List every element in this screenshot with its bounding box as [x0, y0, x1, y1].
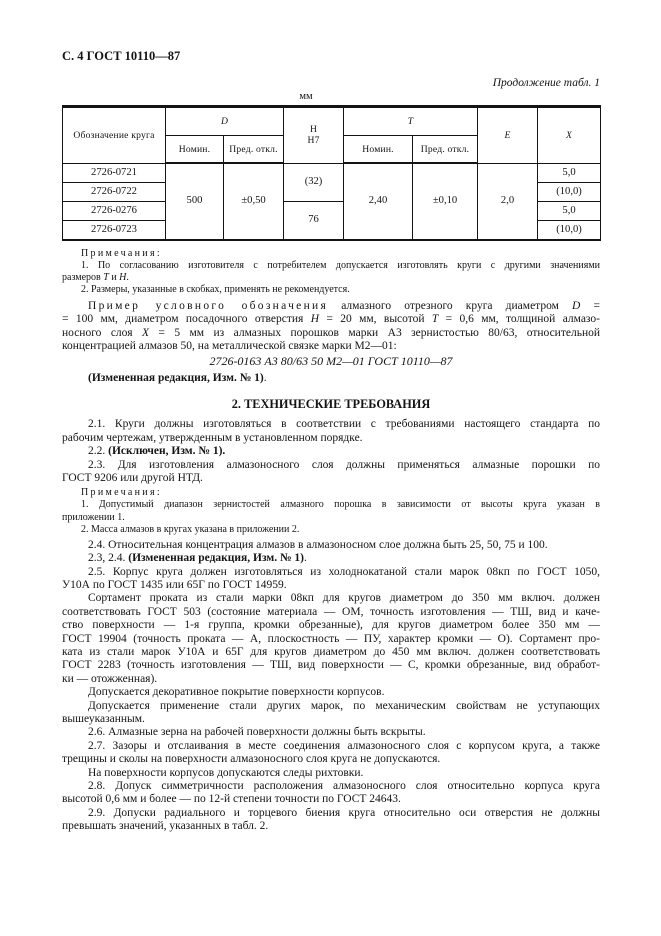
- cell-x: (10,0): [538, 182, 601, 201]
- cell-designation: 2726-0721: [63, 163, 166, 182]
- designation-example-paragraph: [62, 300, 600, 354]
- cell-designation: 2726-0722: [63, 182, 166, 201]
- paragraph-line: ката из стали марок У10А и 65Г для кругов диаметром до 450 мм включ. должен соответствовать: [62, 645, 600, 658]
- cell-x: 5,0: [538, 201, 601, 220]
- col-subheader-d-deviation: Пред. откл.: [224, 136, 284, 164]
- cell-h-top: (32): [284, 163, 344, 201]
- col-subheader-t-deviation: Пред. откл.: [413, 136, 478, 164]
- paragraph-line: рабочим чертежам, утвержденным в установленном порядке.: [62, 431, 363, 444]
- notes-title: Примечания:: [81, 487, 160, 499]
- cell-designation: 2726-0723: [63, 220, 166, 240]
- col-header-designation: Обозначение круга: [63, 107, 166, 164]
- note-line: 1. Допустимый диапазон зернистостей алмазного порошка в зависимости от высоты круга указан в: [81, 499, 600, 511]
- paragraph-line: ГОСТ 19904 (точность проката — А, плоскостность — ПУ, характер кромки — О). Сортамент про-: [62, 632, 600, 645]
- col-header-x: Х: [538, 107, 601, 164]
- paragraph-line: Пример условного обозначения алмазного отрезного круга диаметром D =: [88, 299, 600, 312]
- note-line: размеров Т и Н.: [62, 271, 129, 283]
- note-line: 1. По согласованию изготовителя с потребителем допускается изготовлять круги с другими значениями: [81, 259, 600, 271]
- cell-t-nominal: 2,40: [344, 163, 413, 240]
- cell-designation: 2726-0276: [63, 201, 166, 220]
- col-subheader-d-nominal: Номин.: [166, 136, 224, 164]
- clause-2-7: [62, 740, 600, 767]
- paragraph-line: 2.8. Допуск симметричности расположения алмазоносного слоя относительно корпуса круга: [88, 780, 600, 793]
- rolled-stock-paragraph: [62, 592, 600, 686]
- cell-e: 2,0: [478, 163, 538, 240]
- table-header-row-1: [63, 107, 601, 136]
- clause-2-8: [62, 780, 600, 807]
- table-continuation-label: Продолжение табл. 1: [492, 77, 600, 89]
- clause-2-5: [62, 566, 600, 593]
- paragraph-line: носного слоя Х = 5 мм из алмазных порошков марки А3 зернистостью 80/63, относительной: [62, 326, 601, 339]
- note-line: 2. Масса алмазов в кругах указана в приложении 2.: [81, 523, 300, 535]
- table-row: [63, 163, 601, 182]
- col-header-h7-label: Н7: [307, 135, 320, 147]
- units-label: мм: [299, 91, 313, 102]
- paragraph-line: 2.9. Допуски радиального и торцевого биения круга относительно оси отверстия не должны: [88, 806, 600, 819]
- amended-edition-note: (Измененная редакция, Изм. № 1).: [88, 371, 267, 384]
- paragraph-line: Сортамент проката из стали марки 08кп для кругов диаметром до 350 мм включ. должен: [88, 592, 600, 605]
- col-header-d: D: [166, 107, 284, 136]
- paragraph-line: ГОСТ 2283 (точность изготовления — ТШ, вид поверхности — С, кромки обрезанные, вид обработ-: [62, 659, 600, 672]
- section-2-heading: 2. ТЕХНИЧЕСКИЕ ТРЕБОВАНИЯ: [231, 397, 431, 412]
- notes-block-1: [62, 248, 600, 296]
- paragraph-line: 2.3. Для изготовления алмазоносного слоя должны применяться алмазные порошки по: [88, 458, 600, 471]
- col-subheader-t-nominal: Номин.: [344, 136, 413, 164]
- designation-example-formula: 2726-0163 А3 80/63 50 М2—01 ГОСТ 10110—87: [209, 353, 453, 368]
- paragraph-line: соответствовать ГОСТ 503 (состояние материала — ОМ, точность изготовления — ТШ, вид и каче-: [62, 605, 600, 618]
- note-line: приложении 1.: [62, 511, 125, 523]
- col-header-t: Т: [344, 107, 478, 136]
- paragraph-line: 2.5. Корпус круга должен изготовляться из холоднокатаной стали марок 08кп по ГОСТ 1050,: [88, 565, 600, 578]
- clause-2-3-2-4-amended: 2.3, 2.4. (Измененная редакция, Изм. № 1).: [88, 552, 307, 565]
- paragraph-line: превышать значений, указанных в табл. 2.: [62, 820, 269, 833]
- cell-d-deviation: ±0,50: [224, 163, 284, 240]
- paragraph-line: 2.1. Круги должны изготовляться в соответствии с требованиями настоящего стандарта по: [88, 418, 600, 431]
- paragraph-line: концентрацией алмазов 50, на металлической связке марки М2—01:: [62, 340, 397, 353]
- dimensions-table: [62, 105, 601, 241]
- paragraph-line: 2.7. Зазоры и отслаивания в месте соединения алмазоносного слоя с корпусом круга, а также: [88, 739, 600, 752]
- clause-2-2: 2.2. (Исключен, Изм. № 1).: [88, 445, 226, 458]
- clause-2-9: [62, 807, 600, 834]
- clause-2-4: 2.4. Относительная концентрация алмазов в алмазоносном слое должна быть 25, 50, 75 и 100.: [88, 538, 548, 551]
- paragraph-line: ство поверхности — 1-я группа, кромки обрезанные), для кругов диаметром более 350 мм —: [62, 619, 600, 632]
- paragraph-line: = 100 мм, диаметром посадочного отверстия Н = 20 мм, высотой Т = 0,6 мм, толщиной алмазо-: [62, 313, 600, 326]
- cell-t-deviation: ±0,10: [413, 163, 478, 240]
- paragraph-line: У10А по ГОСТ 1435 или 65Г по ГОСТ 14959.: [62, 578, 287, 591]
- decorative-coating-paragraph: Допускается декоративное покрытие поверхности корпусов.: [88, 686, 385, 699]
- paragraph-line: ГОСТ 9206 или другой НТД.: [62, 471, 203, 484]
- paragraph-line: трещины и сколы на поверхности алмазоносного слоя круга не допускаются.: [62, 753, 441, 766]
- other-steel-paragraph: [62, 700, 600, 727]
- page-header: С. 4 ГОСТ 10110—87: [62, 49, 181, 63]
- col-header-h: [284, 107, 344, 164]
- cell-x: (10,0): [538, 220, 601, 240]
- paragraph-line: Допускается применение стали других марок, по механическим свойствам не уступающих: [88, 699, 600, 712]
- notes-block-2: [62, 487, 600, 535]
- note-line: 2. Размеры, указанные в скобках, применять не рекомендуется.: [81, 283, 350, 295]
- cell-d-nominal: 500: [166, 163, 224, 240]
- clause-2-6: 2.6. Алмазные зерна на рабочей поверхности должны быть вскрыты.: [88, 726, 426, 739]
- paragraph-line: вышеуказанным.: [62, 713, 145, 725]
- cell-x: 5,0: [538, 163, 601, 182]
- paragraph-line: ки — отожженная).: [62, 672, 158, 685]
- cell-h-bottom: 76: [284, 201, 344, 240]
- paragraph-line: высотой 0,6 мм и более — по 12-й степени точности по ГОСТ 24643.: [62, 793, 401, 806]
- notes-title: Примечания:: [81, 247, 160, 259]
- straightening-marks-paragraph: На поверхности корпусов допускаются следы рихтовки.: [88, 766, 364, 779]
- col-header-h-label: Н: [309, 124, 318, 136]
- col-header-e: Е: [478, 107, 538, 164]
- clause-2-1: [62, 418, 600, 445]
- clause-2-3: [62, 459, 600, 486]
